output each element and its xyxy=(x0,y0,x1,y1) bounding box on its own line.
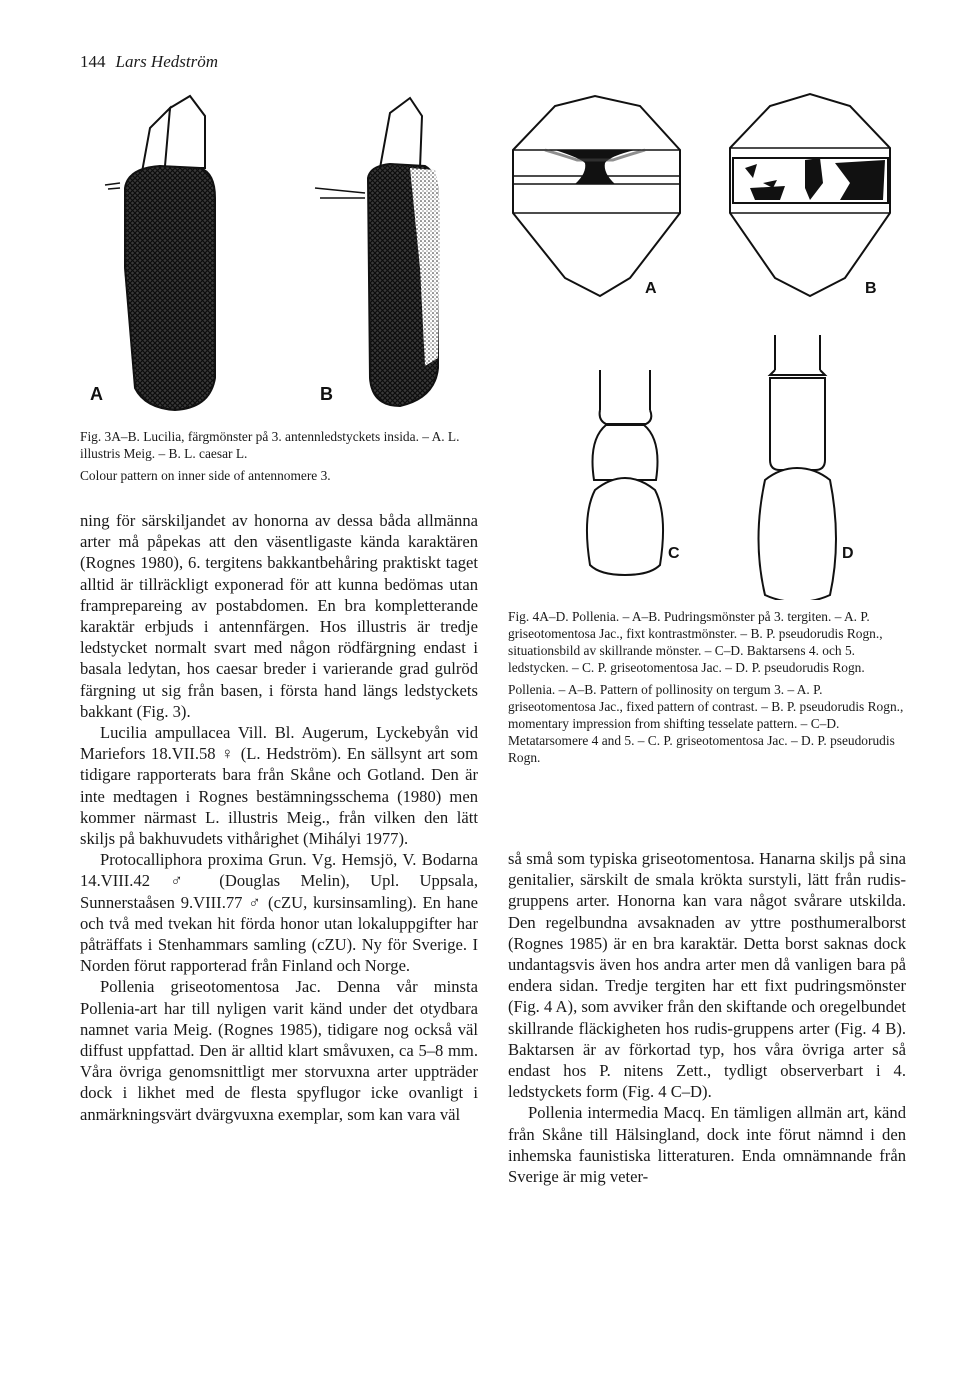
tergite-a-griseotomentosa xyxy=(513,96,680,296)
antenna-b-caesar xyxy=(315,98,440,406)
figure-4ab-drawing xyxy=(505,88,905,308)
paragraph-pollenia-griseotomentosa: Pollenia griseotomentosa Jac. Denna vår minsta Pollenia-art har till nyligen varit känd under det otydbara namnet varia Meig. (Rognes 1985), tidigare nog också väl diffust uppfattad. Den är alltid klart småvuxen, ca 5–8 mm. Våra övriga genomsnittligt mer storvuxna arter uppträder dock i likhet med de flesta spyflugor icke ovanligt i anmärkningsvärt dvärgvuxna exemplar, som kan vara väl xyxy=(80,977,478,1124)
paragraph-protocalliphora-proxima: Protocalliphora proxima Grun. Vg. Hemsjö, V. Bodarna 14.VIII.42 ♂ (Douglas Melin), Upl. Uppsala, Sunnerstaåsen 9.VIII.77 ♂ (cZU, kursinsamling). En hane och två med tvekan hit förda honor utan lokaluppgifter har påträffats i Stenhammars samling (cZU). Ny för Sverige. I Norden förut rapporterad från Finland och Norge. xyxy=(80,850,478,976)
running-author: Lars Hedström xyxy=(115,52,218,71)
figure-4-label-c: C xyxy=(668,545,680,562)
figure-4-label-d: D xyxy=(842,545,854,562)
tarsus-c-griseotomentosa xyxy=(587,370,663,575)
figure-3-drawing xyxy=(80,88,480,418)
paragraph-pollenia-intermedia: Pollenia intermedia Macq. En tämligen allmän art, känd från Skåne till Hälsingland, dock inte förut nämnd i den inhemska faunistiska litteraturen. Enda omnämnande från Sverige är mig veter- xyxy=(508,1103,906,1187)
paragraph-antenna-character: ning för särskiljandet av honorna av dessa båda allmänna arter må påpekas att den väsentligaste kända karaktären (Rognes 1980), 6. tergitens bakkantbehåring praktiskt taget alltid är tillräckligt exponerad för att kunna bedömas utan framprepareing av postabdomen. En bra kompletterande karaktär erbjuds i antennfärgen. Hos illustris är tredje ledstycket normalt svart med någon rödfärgning endast i basala ledytan, hos caesar breder i varierande grad gulröd färgning ut sig från basen, i första hand längs ledstyckets bakkant (Fig. 3). xyxy=(80,511,478,721)
figure-3-label-b: B xyxy=(320,384,333,404)
page-header xyxy=(80,52,218,72)
figure-4-caption xyxy=(508,608,906,771)
paragraph-lucilia-ampullacea: Lucilia ampullacea Vill. Bl. Augerum, Lyckebyån vid Mariefors 18.VII.58 ♀ (L. Hedström). En sällsynt art som tidigare rapporterats bara från Skåne och Gotland. Den är inte medtagen i Rognes bestämningsschema (1980) men kommer närmast L. illustris Meig., från vilken den lätt skiljs på bakhuvudets vithårighet (Mihályi 1977). xyxy=(80,723,478,849)
figure-3-caption-sv: Fig. 3A–B. Lucilia, färgmönster på 3. antennledstyckets insida. – A. L. illustris Meig. – B. L. caesar L. xyxy=(80,429,460,461)
figure-3-caption-en: Colour pattern on inner side of antennomere 3. xyxy=(80,468,331,483)
right-column-text xyxy=(508,848,906,1187)
tergite-b-pseudorudis xyxy=(730,94,890,296)
page-number: 144 xyxy=(80,52,106,71)
figure-3-label-a: A xyxy=(90,384,103,404)
figure-3-caption xyxy=(80,428,480,489)
figure-4-caption-sv: Fig. 4A–D. Pollenia. – A–B. Pudringsmönster på 3. tergiten. – A. P. griseotomentosa Jac., fixt kontrastmönster. – B. P. pseudorudis Rogn., situationsbild av skillrande mönster. – C–D. Baktarsens 4. och 5. ledstycken. – C. P. griseotomentosa Jac. – D. P. pseudorudis Rogn. xyxy=(508,609,883,675)
figure-4-label-a: A xyxy=(645,280,657,297)
left-column-text xyxy=(80,510,478,1125)
antenna-a-illustris xyxy=(105,96,215,410)
paragraph-griseotomentosa-continued: så små som typiska griseotomentosa. Hanarna skiljs på sina genitalier, särskilt de smala krökta surstyli, lätt från rudis-gruppens arter. Honorna kan vara något svårare utskilda. Den regelbundna avsaknaden av yttre posthumeralborst (Rognes 1985) är en bra karaktär. Detta borst saknas dock undantagsvis även hos andra arter men då vanligen bara på endera sidan. Tredje tergiten har ett fixt pudringsmönster (Fig. 4 A), som avviker från den skiftande och oregelbundet skillrande fläckigheten hos rudis-gruppens arter (Fig. 4 B). Baktarsen är av förkortad typ, hos våra övriga arter så endast hos P. nitens Zett., tydligt observerbart i 4. ledstyckets form (Fig. 4 C–D). xyxy=(508,849,906,1102)
figure-4-caption-en: Pollenia. – A–B. Pattern of pollinosity on tergum 3. – A. P. griseotomentosa Jac., fixed pattern of contrast. – B. P. pseudorudis Rogn., momentary impression from shifting tesselate pattern. – C–D. Metatarsomere 4 and 5. – C. P. griseotomentosa Jac. – D. P. pseudorudis Rogn. xyxy=(508,682,904,765)
figure-4cd-drawing xyxy=(580,330,880,600)
figure-4-label-b: B xyxy=(865,280,877,297)
tarsus-d-pseudorudis xyxy=(759,335,837,600)
